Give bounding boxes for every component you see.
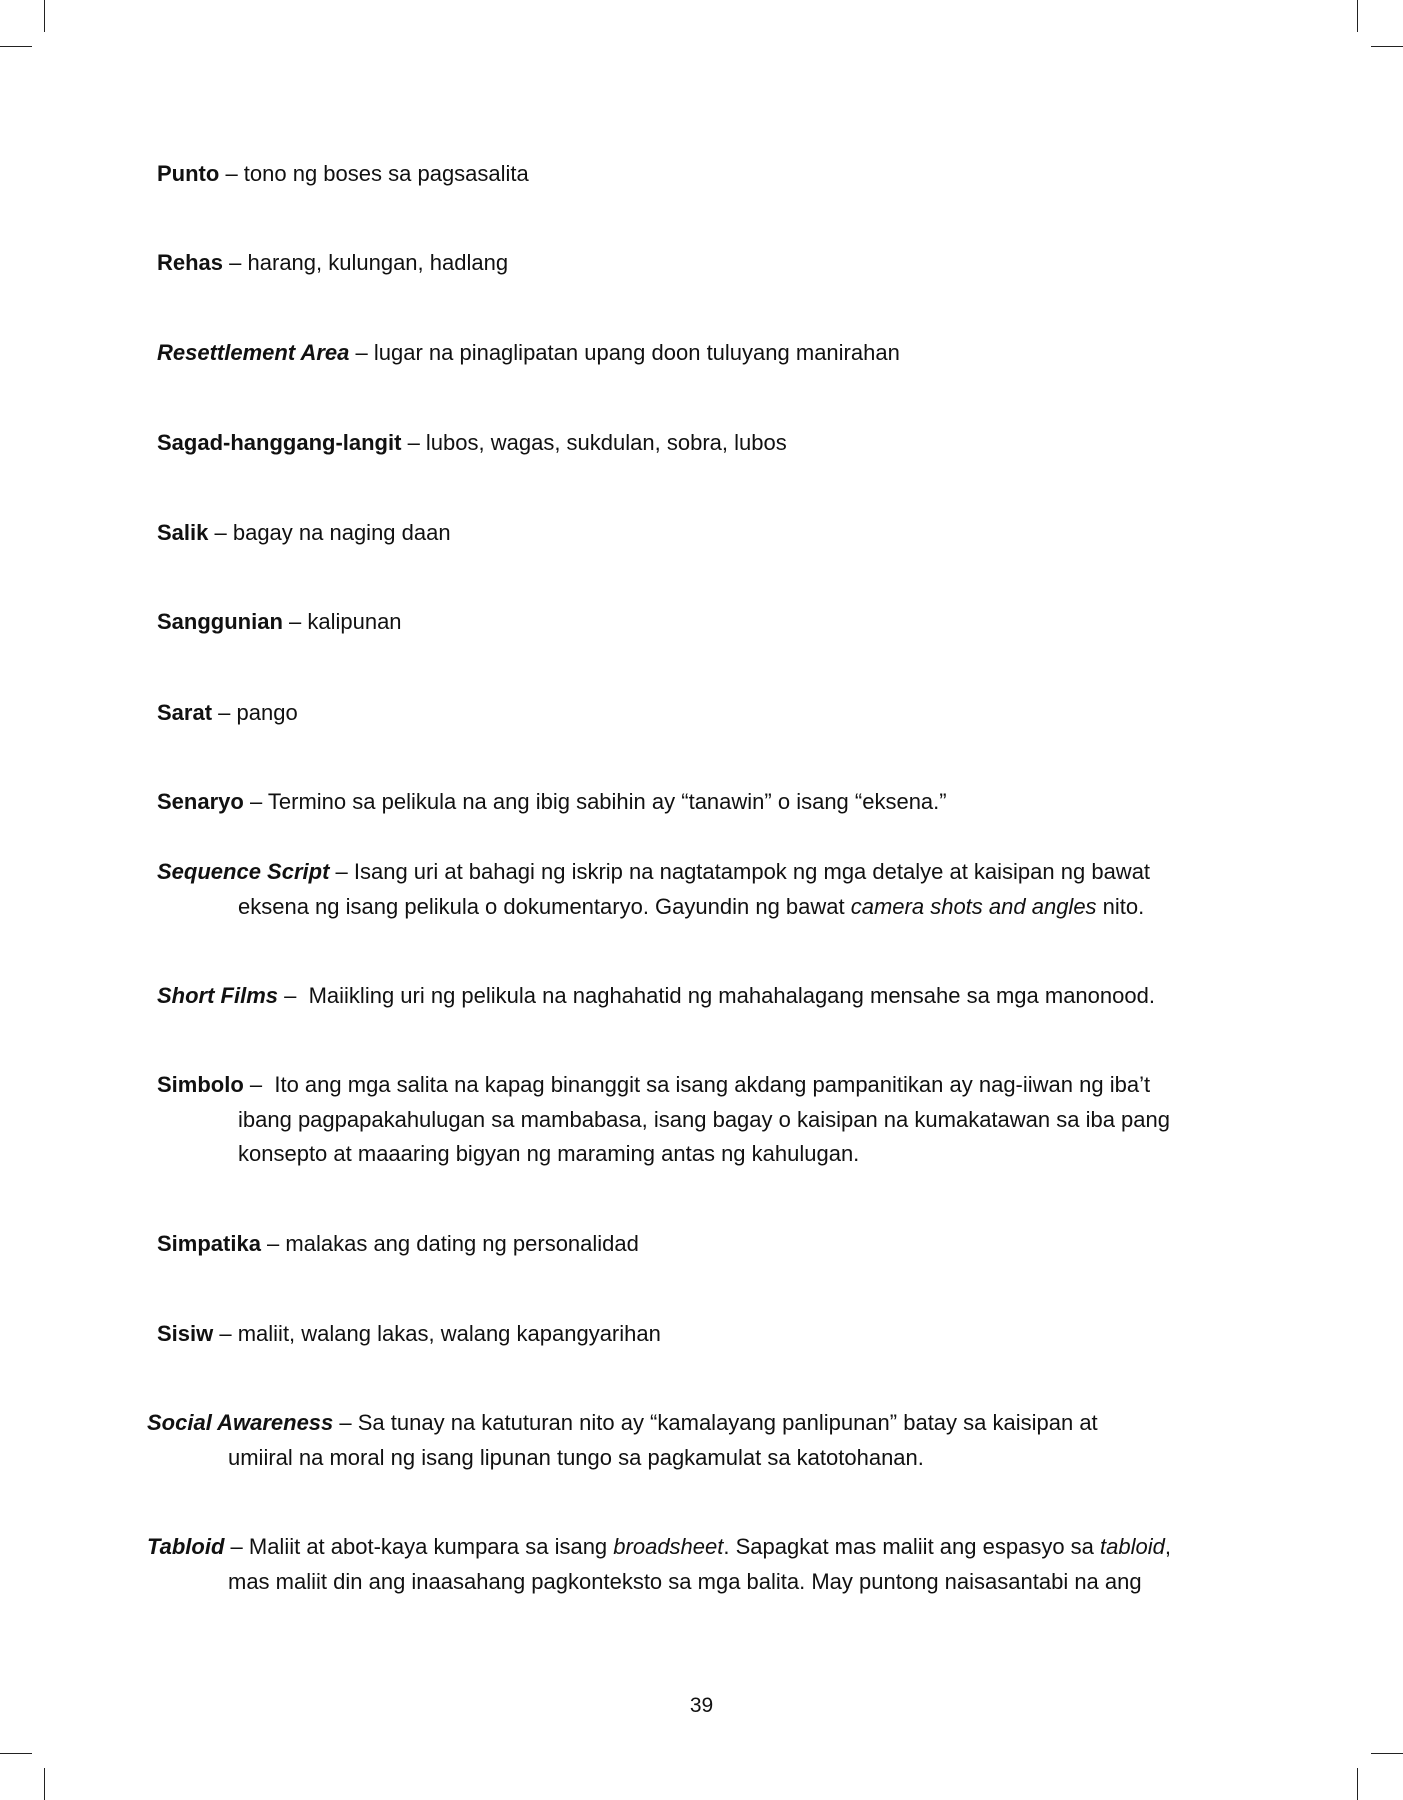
entry-definition: Maliit at abot-kaya kumpara sa isang broadsheet. Sapagkat mas maliit ang espasyo sa tabloid, bbox=[248, 1534, 1171, 1559]
entry-definition: kalipunan bbox=[307, 609, 402, 634]
glossary-entry-sanggunian: Sanggunian – kalipunan bbox=[157, 609, 402, 634]
entry-definition-continued: konsepto at maaaring bigyan ng maraming antas ng kahulugan. bbox=[238, 1141, 860, 1166]
entry-term: Sisiw bbox=[157, 1321, 214, 1346]
entry-definition: lugar na pinaglipatan upang doon tuluyang manirahan bbox=[373, 340, 900, 365]
entry-term: Simpatika bbox=[157, 1231, 261, 1256]
entry-term: Sarat bbox=[157, 700, 213, 725]
glossary-entry-sarat: Sarat – pango bbox=[157, 700, 298, 725]
entry-definition-continued: ibang pagpapakahulugan sa mambabasa, isang bagay o kaisipan na kumakatawan sa iba pang bbox=[238, 1106, 1171, 1132]
glossary-entry-rehas: Rehas – harang, kulungan, hadlang bbox=[157, 250, 509, 275]
entry-definition: Isang uri at bahagi ng iskrip na nagtatampok ng mga detalye at kaisipan ng bawat bbox=[353, 859, 1151, 884]
entry-definition: pango bbox=[236, 700, 298, 725]
crop-mark bbox=[1371, 46, 1403, 47]
entry-term: Sanggunian bbox=[157, 609, 283, 634]
entry-term: Punto bbox=[157, 161, 220, 186]
entry-definition: malakas ang dating ng personalidad bbox=[285, 1231, 639, 1256]
entry-definition: Termino sa pelikula na ang ibig sabihin ay “tanawin” o isang “eksena.” bbox=[267, 789, 947, 814]
entry-term: Sagad-hanggang-langit bbox=[157, 430, 402, 455]
glossary-entry-sequence-script: Sequence Script – Isang uri at bahagi ng iskrip na nagtatampok ng mga detalye at kaisipan ng bawat eksena ng isang pelikula o dokumentaryo. Gayundin ng bawat camera shots and angles nito. bbox=[157, 855, 1150, 924]
glossary-entry-punto: Punto – tono ng boses sa pagsasalita bbox=[157, 161, 529, 186]
entry-definition: tono ng boses sa pagsasalita bbox=[243, 161, 529, 186]
crop-mark bbox=[44, 0, 45, 32]
crop-mark bbox=[1357, 0, 1358, 32]
entry-definition: lubos, wagas, sukdulan, sobra, lubos bbox=[425, 430, 787, 455]
entry-definition-continued: umiiral na moral ng isang lipunan tungo sa pagkamulat sa katotohanan. bbox=[228, 1444, 924, 1470]
entry-term: Social Awareness bbox=[147, 1410, 334, 1435]
crop-mark bbox=[1371, 1753, 1403, 1754]
entry-term: Simbolo bbox=[157, 1072, 244, 1097]
crop-mark bbox=[0, 1753, 32, 1754]
glossary-entry-senaryo: Senaryo – Termino sa pelikula na ang ibig sabihin ay “tanawin” o isang “eksena.” bbox=[157, 789, 947, 814]
glossary-entry-sagad-hanggang-langit: Sagad-hanggang-langit – lubos, wagas, sukdulan, sobra, lubos bbox=[157, 430, 787, 455]
entry-definition-continued: mas maliit din ang inaasahang pagkonteksto sa mga balita. May puntong naisasantabi na ang bbox=[228, 1568, 1142, 1594]
entry-term: Rehas bbox=[157, 250, 224, 275]
entry-definition: Ito ang mga salita na kapag binanggit sa isang akdang pampanitikan ay nag-iiwan ng iba’t bbox=[274, 1072, 1151, 1097]
entry-term: Tabloid bbox=[147, 1534, 225, 1559]
entry-definition: Sa tunay na katuturan nito ay “kamalayang panlipunan” batay sa kaisipan at bbox=[357, 1410, 1098, 1435]
entry-term: Short Films bbox=[157, 983, 279, 1008]
entry-term: Resettlement Area bbox=[157, 340, 350, 365]
entry-term: Salik bbox=[157, 520, 209, 545]
glossary-entry-short-films: Short Films – Maiikling uri ng pelikula na naghahatid ng mahahalagang mensahe sa mga manonood. bbox=[157, 983, 1155, 1008]
entry-definition: bagay na naging daan bbox=[232, 520, 451, 545]
entry-term: Senaryo bbox=[157, 789, 244, 814]
glossary-entry-social-awareness: Social Awareness – Sa tunay na katuturan nito ay “kamalayang panlipunan” batay sa kaisipan at umiiral na moral ng isang lipunan tungo sa pagkamulat sa katotohanan. bbox=[147, 1406, 1098, 1475]
page-number: 39 bbox=[689, 1694, 714, 1717]
glossary-entry-simpatika: Simpatika – malakas ang dating ng personalidad bbox=[157, 1231, 639, 1256]
entry-definition: Maiikling uri ng pelikula na naghahatid ng mahahalagang mensahe sa mga manonood. bbox=[308, 983, 1155, 1008]
crop-mark bbox=[44, 1768, 45, 1800]
glossary-entry-sisiw: Sisiw – maliit, walang lakas, walang kapangyarihan bbox=[157, 1321, 661, 1346]
glossary-entry-resettlement-area: Resettlement Area – lugar na pinaglipatan upang doon tuluyang manirahan bbox=[157, 340, 900, 365]
crop-mark bbox=[1357, 1768, 1358, 1800]
entry-definition: harang, kulungan, hadlang bbox=[247, 250, 509, 275]
entry-term: Sequence Script bbox=[157, 859, 330, 884]
glossary-entry-salik: Salik – bagay na naging daan bbox=[157, 520, 451, 545]
entry-definition-continued: eksena ng isang pelikula o dokumentaryo. Gayundin ng bawat camera shots and angles nito. bbox=[238, 893, 1145, 919]
crop-mark bbox=[0, 46, 32, 47]
glossary-entry-simbolo: Simbolo – Ito ang mga salita na kapag binanggit sa isang akdang pampanitikan ay nag-iiwan ng iba’t ibang pagpapakahulugan sa mambabasa, isang bagay o kaisipan na kumakatawan sa iba pang konsepto at maaaring bigyan ng maraming antas ng kahulugan. bbox=[157, 1068, 1170, 1172]
glossary-entry-tabloid: Tabloid – Maliit at abot-kaya kumpara sa isang broadsheet. Sapagkat mas maliit ang espasyo sa tabloid, mas maliit din ang inaasahang pagkonteksto sa mga balita. May puntong naisasantabi na ang bbox=[147, 1530, 1171, 1599]
entry-definition: maliit, walang lakas, walang kapangyarihan bbox=[237, 1321, 661, 1346]
